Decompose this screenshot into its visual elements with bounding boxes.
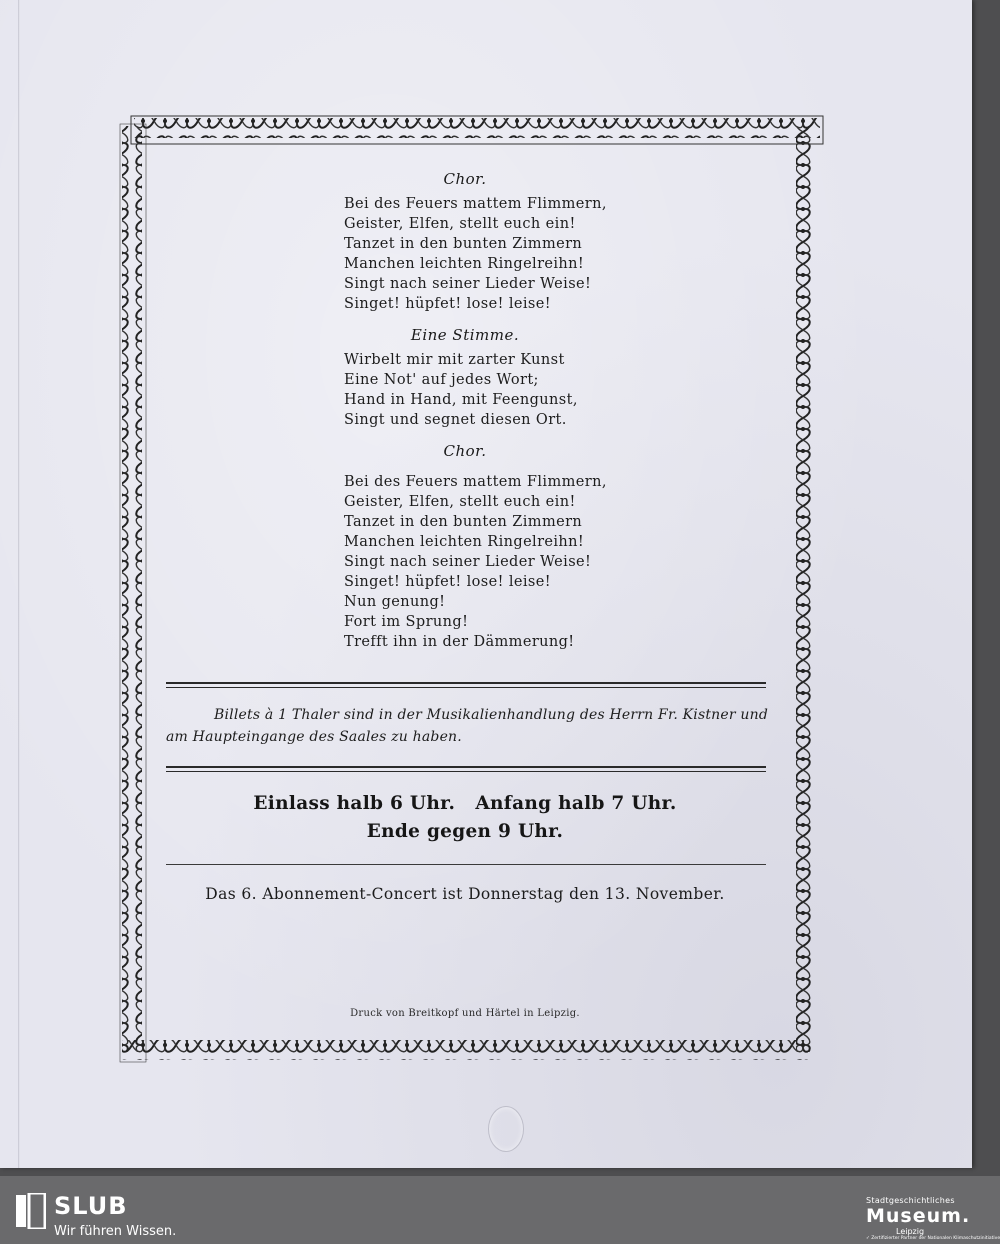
verse-line: Bei des Feuers mattem Flimmern, [344, 196, 607, 212]
library-name: SLUB [54, 1192, 128, 1220]
section-heading: Chor. [443, 442, 487, 460]
section-heading: Eine Stimme. [410, 326, 520, 344]
verse-line: Bei des Feuers mattem Flimmern, [344, 474, 607, 490]
verse-line: Fort im Sprung! [344, 614, 469, 630]
ticket-info: Billets à 1 Thaler sind in der Musikalienhandlung des Herrn Fr. Kistner und am Haupteingange des Saales zu haben. [166, 707, 768, 745]
museum-certificate: ✓ Zertifizierter Partner der Nationalen Klimaschutzinitiative [866, 1236, 1000, 1241]
verse-line: Hand in Hand, mit Feengunst, [344, 392, 578, 408]
end-time: Ende gegen 9 Uhr. [366, 821, 564, 842]
footer-bar [0, 1176, 1000, 1244]
museum-name: Museum. [866, 1205, 971, 1227]
slub-logo-icon [16, 1193, 46, 1229]
verse-line: Singet! hüpfet! lose! leise! [344, 296, 551, 312]
concert-text [160, 170, 770, 903]
verse-line: Singet! hüpfet! lose! leise! [344, 574, 551, 590]
museum-label: Stadtgeschichtliches [866, 1196, 955, 1205]
admission-times: Einlass halb 6 Uhr. Anfang halb 7 Uhr. [253, 793, 677, 814]
blind-stamp [488, 1106, 524, 1152]
verse-line: Manchen leichten Ringelreihn! [344, 534, 585, 550]
verse-line: Singt und segnet diesen Ort. [344, 412, 567, 428]
verse-line: Trefft ihn in der Dämmerung! [344, 634, 575, 650]
verse-line: Geister, Elfen, stellt euch ein! [344, 494, 576, 510]
verse-line: Singt nach seiner Lieder Weise! [344, 276, 592, 292]
verse-block [344, 472, 607, 652]
verse-line: Nun genung! [344, 594, 446, 610]
verse-line: Singt nach seiner Lieder Weise! [344, 554, 592, 570]
double-rule [166, 766, 766, 774]
double-rule [166, 682, 766, 690]
verse-line: Wirbelt mir mit zarter Kunst [344, 352, 565, 368]
printer-imprint: Druck von Breitkopf und Härtel in Leipzig. [350, 1008, 580, 1019]
museum-city: Leipzig [896, 1227, 925, 1236]
section-heading: Chor. [443, 170, 487, 188]
verse-line: Manchen leichten Ringelreihn! [344, 256, 585, 272]
verse-line: Eine Not' auf jedes Wort; [344, 372, 539, 388]
verse-line: Tanzet in den bunten Zimmern [344, 236, 583, 252]
verse-block [344, 350, 604, 430]
library-tagline: Wir führen Wissen. [54, 1224, 177, 1239]
verse-line: Geister, Elfen, stellt euch ein! [344, 216, 576, 232]
next-concert-notice: Das 6. Abonnement-Concert ist Donnerstag den 13. November. [205, 885, 725, 903]
verse-line: Tanzet in den bunten Zimmern [344, 514, 583, 530]
verse-block [344, 194, 607, 314]
